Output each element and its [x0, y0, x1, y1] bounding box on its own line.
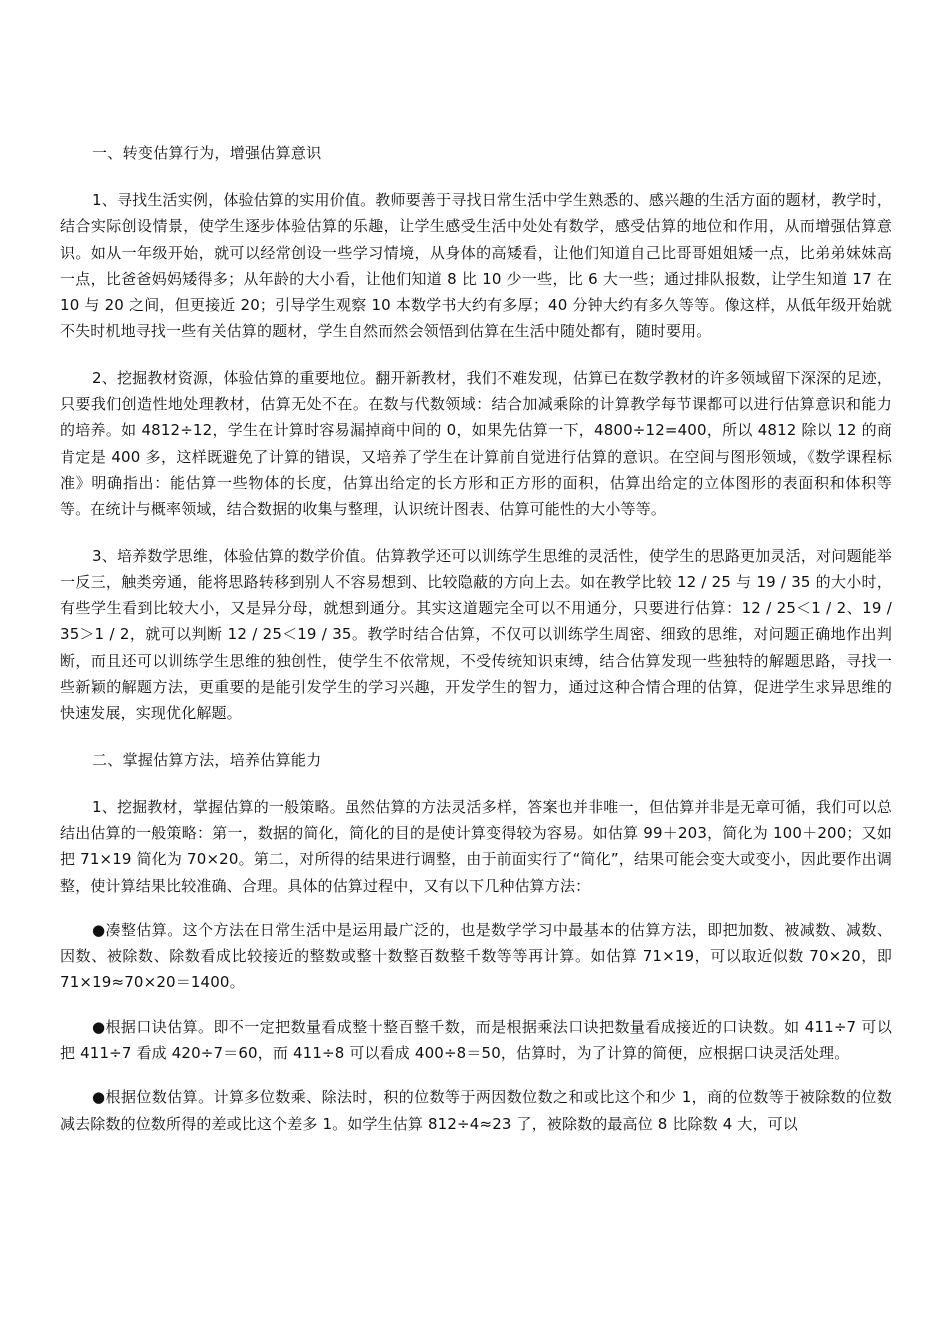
paragraph: ●根据位数估算。计算多位数乘、除法时，积的位数等于两因数位数之和或比这个和少 1，商的位数等于被除数的位数减去除数的位数所得的差或比这个差多 1。如学生估算 812÷4≈23 了，被除数的最高位 8 比除数 4 大，可以 — [60, 1088, 892, 1133]
document-page — [60, 140, 892, 1155]
paragraph: 1、挖掘教材，掌握估算的一般策略。虽然估算的方法灵活多样，答案也并非唯一，但估算并非是无章可循，我们可以总结出估算的一般策略：第一，数据的简化，简化的目的是使计算变得较为容易。如估算 99＋203，简化为 100＋200；又如把 71×19 简化为 70×20。第二，对所得的结果进行调整，由于前面实行了“简化”，结果可能会变大或变小，因此要作出调整，使计算结果比较准确、合理。具体的估算过程中，又有以下几种估算方法： — [60, 797, 892, 895]
paragraph: 1、寻找生活实例，体验估算的实用价值。教师要善于寻找日常生活中学生熟悉的、感兴趣的生活方面的题材，教学时，结合实际创设情景，使学生逐步体验估算的乐趣，让学生感受生活中处处有数学，感受估算的地位和作用，从而增强估算意识。如从一年级开始，就可以经常创设一些学习情境，从身体的高矮看，让他们知道自己比哥哥姐姐矮一点，比弟弟妹妹高一点，比爸爸妈妈矮得多；从年龄的大小看，让他们知道 8 比 10 少一些，比 6 大一些；通过排队报数，让学生知道 17 在 10 与 20 之间，但更接近 20；引导学生观察 10 本数学书大约有多厚；40 分钟大约有多久等等。像这样，从低年级开始就不失时机地寻找一些有关估算的题材，学生自然而然会领悟到估算在生活中随处都有，随时要用。 — [60, 191, 892, 341]
paragraph: 2、挖掘教材资源，体验估算的重要地位。翻开新教材，我们不难发现，估算已在数学教材的许多领域留下深深的足迹，只要我们创造性地处理教材，估算无处不在。在数与代数领域：结合加减乘除的计算教学每节课都可以进行估算意识和能力的培养。如 4812÷12，学生在计算时容易漏掉商中间的 0，如果先估算一下，4800÷12=400，所以 4812 除以 12 的商肯定是 400 多，这样既避免了计算的错误，又培养了学生在计算前自觉进行估算的意识。在空间与图形领域，《数学课程标准》明确指出：能估算一些物体的长度，估算出给定的长方形和正方形的面积，估算出给定的立体图形的表面积和体积等等。在统计与概率领域，结合数据的收集与整理，认识统计图表、估算可能性的大小等等。 — [60, 368, 892, 519]
section-heading: 二、掌握估算方法，培养估算能力 — [92, 750, 322, 769]
section-heading: 一、转变估算行为，增强估算意识 — [92, 144, 322, 162]
paragraph: ●根据口诀估算。即不一定把数量看成整十整百整千数，而是根据乘法口诀把数量看成接近的口诀数。如 411÷7 可以把 411÷7 看成 420÷7＝60，而 411÷8 可以看成 400÷8＝50，估算时，为了计算的简便，应根据口诀灵活处理。 — [60, 1017, 892, 1063]
paragraph: ●凑整估算。这个方法在日常生活中是运用最广泛的，也是数学学习中最基本的估算方法，即把加数、被减数、减数、因数、被除数、除数看成比较接近的整数或整十数整百数整千数等等再计算。如估算 71×19，可以取近似数 70×20，即 71×19≈70×20＝1400。 — [60, 920, 892, 992]
paragraph: 3、培养数学思维，体验估算的数学价值。估算教学还可以训练学生思维的灵活性，使学生的思路更加灵活，对问题能举一反三，触类旁通，能将思路转移到别人不容易想到、比较隐蔽的方向上去。如在教学比较 12 / 25 与 19 / 35 的大小时，有些学生看到比较大小，又是异分母，就想到通分。其实这道题完全可以不用通分，只要进行估算：12 / 25＜1 / 2、19 / 35＞1 / 2，就可以判断 12 / 25＜19 / 35。教学时结合估算，不仅可以训练学生周密、细致的思维，对问题正确地作出判断，而且还可以训练学生思维的独创性，使学生不依常规，不受传统知识束缚，结合估算发现一些独特的解题思路，寻找一些新颖的解题方法，更重要的是能引发学生的学习兴趣，开发学生的智力，通过这种合情合理的估算，促进学生求异思维的快速发展，实现优化解题。 — [60, 546, 892, 723]
